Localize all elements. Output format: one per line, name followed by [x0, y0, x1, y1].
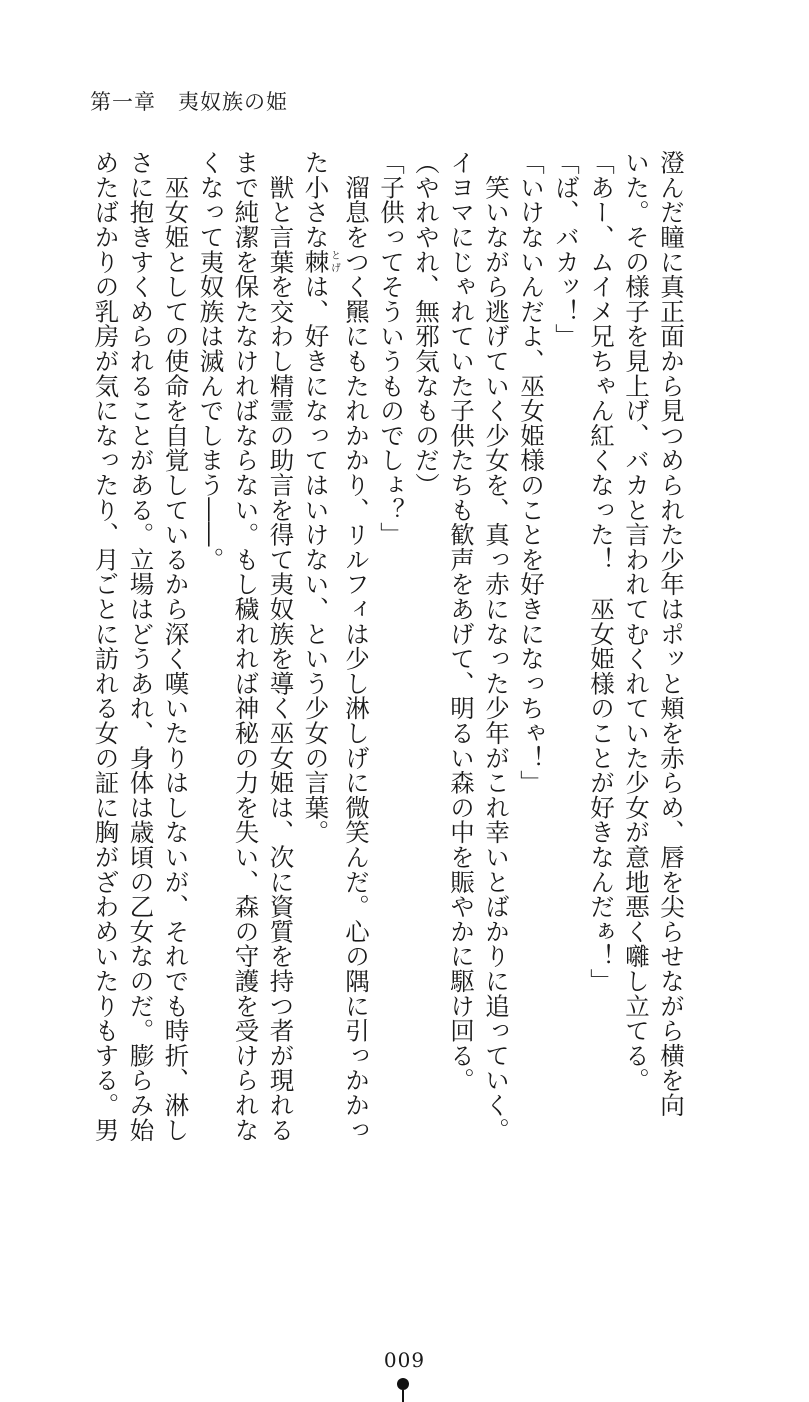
text-line: まで純潔を保たなければならない。もし穢れれば神秘の力を失い、森の守護を受けられな: [231, 150, 261, 1142]
vertical-body-text: [89, 150, 690, 1160]
ruby-reading: とげ: [328, 249, 340, 275]
text-line: 「あー、ムイメ兄ちゃん紅くなった！ 巫女姫様のことが好きなんだぁ！」: [587, 150, 616, 994]
text-line: くなって夷奴族は滅んでしまう――。: [196, 150, 226, 572]
text-line: 「子供ってそういうものでしょ？」: [377, 150, 406, 547]
text-segment: は、好きになってはいけない、という少女の言葉。: [301, 274, 331, 845]
text-line: 溜息をつく羆にもたれかかり、リルフィは少し淋しげに微笑んだ。心の隅に引っかかっ: [342, 150, 371, 1142]
page-marker-dot-icon: [397, 1378, 409, 1390]
page-number: 009: [383, 1348, 426, 1372]
text-line: めたばかりの乳房が気になったり、月ごとに訪れる女の証に胸がざわめいたりもする。男: [91, 150, 121, 1142]
text-line: 巫女姫としての使命を自覚しているから深く嘆いたりはしないが、それでも時折、淋し: [161, 150, 191, 1142]
text-line: いた。その様子を見上げ、バカと言われてむくれていた少女が意地悪く囃し立てる。: [622, 150, 651, 1093]
text-line: 「いけないんだよ、巫女姫様のことを好きになっちゃ！」: [517, 150, 546, 795]
ruby-base: 棘: [301, 249, 331, 275]
text-segment: た小さな: [301, 150, 331, 250]
text-line: 澄んだ瞳に真正面から見つめられた少年はポッと頬を赤らめ、唇を尖らせながら横を向: [657, 150, 686, 1118]
text-line: （やれやれ、無邪気なものだ）: [412, 150, 441, 498]
chapter-header: 第一章 夷奴族の姫: [90, 90, 288, 114]
text-line: イヨマにじゃれていた子供たちも歓声をあげて、明るい森の中を賑やかに駆け回る。: [447, 150, 476, 1093]
ruby-word: [301, 249, 340, 275]
text-line: 笑いながら逃げていく少女を、真っ赤になった少年がこれ幸いとばかりに追っていく。: [482, 150, 511, 1142]
text-line: さに抱きすくめられることがある。立場はどうあれ、身体は歳頃の乙女なのだ。膨らみ始: [126, 150, 156, 1142]
text-line: 獣と言葉を交わし精霊の助言を得て夷奴族を導く巫女姫は、次に資質を持つ者が現れる: [266, 150, 296, 1142]
text-line-with-ruby: [299, 150, 340, 1160]
text-line: 「ば、バカッ！」: [552, 150, 581, 349]
